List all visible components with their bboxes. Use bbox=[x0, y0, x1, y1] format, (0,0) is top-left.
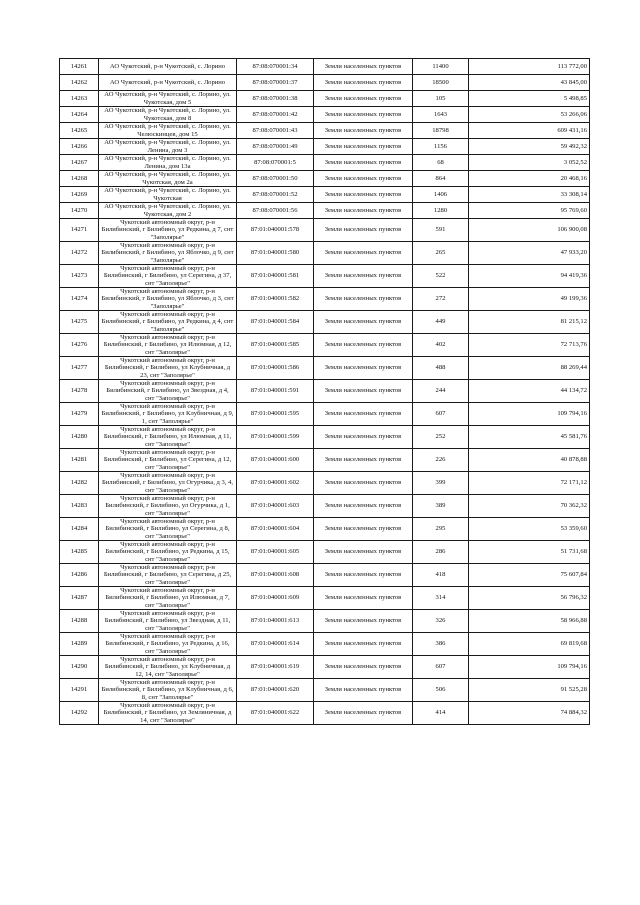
row-address: АО Чукотский, р-н Чукотский, с. Лорино, ул. Ленина, дом 3 bbox=[99, 139, 237, 155]
row-address: АО Чукотский, р-н Чукотский, с. Лорино, ул. Чукотская, дом 5 bbox=[99, 91, 237, 107]
row-cadastral-number: 87:01:040001:599 bbox=[237, 426, 314, 449]
table-row bbox=[60, 311, 590, 334]
row-cadastral-number: 87:08:070001:56 bbox=[237, 203, 314, 219]
row-cadastral-number: 87:08:070001:42 bbox=[237, 107, 314, 123]
table-row bbox=[60, 656, 590, 679]
row-number: 14278 bbox=[60, 380, 99, 403]
row-cadastral-number: 87:01:040001:603 bbox=[237, 495, 314, 518]
table-row bbox=[60, 265, 590, 288]
row-number: 14289 bbox=[60, 633, 99, 656]
row-cadastral-number: 87:01:040001:578 bbox=[237, 219, 314, 242]
row-cadastral-cost: 106 900,08 bbox=[469, 219, 590, 242]
row-cadastral-cost: 40 878,88 bbox=[469, 449, 590, 472]
row-number: 14277 bbox=[60, 357, 99, 380]
row-number: 14268 bbox=[60, 171, 99, 187]
row-area: 1280 bbox=[413, 203, 469, 219]
row-land-category: Земли населенных пунктов bbox=[314, 139, 413, 155]
row-cadastral-number: 87:01:040001:602 bbox=[237, 472, 314, 495]
row-area: 864 bbox=[413, 171, 469, 187]
row-address: Чукотский автономный округ, р-н Билибинский, г Билибино, ул Звездная, д 4, снт "Заполярье" bbox=[99, 380, 237, 403]
row-area: 1643 bbox=[413, 107, 469, 123]
row-address: Чукотский автономный округ, р-н Билибинский, г Билибино, ул Серегина, д 37, снт "Заполярье" bbox=[99, 265, 237, 288]
row-land-category: Земли населенных пунктов bbox=[314, 311, 413, 334]
row-cadastral-cost: 72 713,76 bbox=[469, 334, 590, 357]
row-cadastral-cost: 44 134,72 bbox=[469, 380, 590, 403]
row-number: 14270 bbox=[60, 203, 99, 219]
table-row bbox=[60, 426, 590, 449]
table-row bbox=[60, 91, 590, 107]
row-land-category: Земли населенных пунктов bbox=[314, 171, 413, 187]
row-land-category: Земли населенных пунктов bbox=[314, 59, 413, 75]
table-row bbox=[60, 541, 590, 564]
row-area: 286 bbox=[413, 541, 469, 564]
row-cadastral-number: 87:08:070001:49 bbox=[237, 139, 314, 155]
row-area: 522 bbox=[413, 265, 469, 288]
row-cadastral-number: 87:01:040001:591 bbox=[237, 380, 314, 403]
row-land-category: Земли населенных пунктов bbox=[314, 610, 413, 633]
table-row bbox=[60, 380, 590, 403]
row-cadastral-cost: 75 607,84 bbox=[469, 564, 590, 587]
row-area: 105 bbox=[413, 91, 469, 107]
row-address: АО Чукотский, р-н Чукотский, с. Лорино bbox=[99, 75, 237, 91]
row-land-category: Земли населенных пунктов bbox=[314, 587, 413, 610]
row-cadastral-cost: 59 492,32 bbox=[469, 139, 590, 155]
row-land-category: Земли населенных пунктов bbox=[314, 334, 413, 357]
row-area: 295 bbox=[413, 518, 469, 541]
row-number: 14291 bbox=[60, 679, 99, 702]
row-cadastral-number: 87:08:070001:34 bbox=[237, 59, 314, 75]
row-area: 402 bbox=[413, 334, 469, 357]
row-cadastral-cost: 109 794,16 bbox=[469, 403, 590, 426]
row-cadastral-cost: 51 731,68 bbox=[469, 541, 590, 564]
row-address: Чукотский автономный округ, р-н Билибинский, г Билибино, ул Серегина, д 12, снт "Заполярье" bbox=[99, 449, 237, 472]
row-land-category: Земли населенных пунктов bbox=[314, 155, 413, 171]
row-land-category: Земли населенных пунктов bbox=[314, 242, 413, 265]
row-land-category: Земли населенных пунктов bbox=[314, 265, 413, 288]
row-land-category: Земли населенных пунктов bbox=[314, 219, 413, 242]
row-land-category: Земли населенных пунктов bbox=[314, 495, 413, 518]
row-address: АО Чукотский, р-н Чукотский, с. Лорино bbox=[99, 59, 237, 75]
row-number: 14290 bbox=[60, 656, 99, 679]
row-number: 14288 bbox=[60, 610, 99, 633]
table-row bbox=[60, 288, 590, 311]
row-number: 14269 bbox=[60, 187, 99, 203]
row-land-category: Земли населенных пунктов bbox=[314, 107, 413, 123]
row-cadastral-cost: 94 419,36 bbox=[469, 265, 590, 288]
table-row bbox=[60, 203, 590, 219]
row-cadastral-number: 87:08:070001:50 bbox=[237, 171, 314, 187]
row-land-category: Земли населенных пунктов bbox=[314, 203, 413, 219]
row-cadastral-cost: 3 052,52 bbox=[469, 155, 590, 171]
row-number: 14261 bbox=[60, 59, 99, 75]
row-area: 1406 bbox=[413, 187, 469, 203]
row-address: Чукотский автономный округ, р-н Билибинский, г Билибино, ул Илюмная, д 7, снт "Заполярье" bbox=[99, 587, 237, 610]
row-land-category: Земли населенных пунктов bbox=[314, 702, 413, 725]
row-cadastral-cost: 58 966,88 bbox=[469, 610, 590, 633]
row-cadastral-cost: 72 171,12 bbox=[469, 472, 590, 495]
row-address: АО Чукотский, р-н Чукотский, с. Лорино, ул. Чукотская, дом 8 bbox=[99, 107, 237, 123]
row-number: 14274 bbox=[60, 288, 99, 311]
row-cadastral-number: 87:01:040001:584 bbox=[237, 311, 314, 334]
row-area: 386 bbox=[413, 633, 469, 656]
table-row bbox=[60, 679, 590, 702]
row-area: 607 bbox=[413, 656, 469, 679]
row-number: 14266 bbox=[60, 139, 99, 155]
row-land-category: Земли населенных пунктов bbox=[314, 75, 413, 91]
row-address: АО Чукотский, р-н Чукотский, с. Лорино, ул. Чукотская bbox=[99, 187, 237, 203]
table-row bbox=[60, 357, 590, 380]
row-address: Чукотский автономный округ, р-н Билибинский, г Билибино, ул Клубничная, д 23, снт "Заполярье" bbox=[99, 357, 237, 380]
row-address: АО Чукотский, р-н Чукотский, с. Лорино, ул. Челюскинцев, дом 15 bbox=[99, 123, 237, 139]
row-area: 244 bbox=[413, 380, 469, 403]
row-number: 14282 bbox=[60, 472, 99, 495]
table-row bbox=[60, 187, 590, 203]
row-cadastral-number: 87:01:040001:585 bbox=[237, 334, 314, 357]
row-cadastral-cost: 45 581,76 bbox=[469, 426, 590, 449]
row-cadastral-number: 87:01:040001:608 bbox=[237, 564, 314, 587]
row-area: 314 bbox=[413, 587, 469, 610]
row-address: Чукотский автономный округ, р-н Билибинский, г Билибино, ул Илюмная, д 11, снт "Заполярье" bbox=[99, 426, 237, 449]
row-cadastral-number: 87:01:040001:605 bbox=[237, 541, 314, 564]
row-number: 14271 bbox=[60, 219, 99, 242]
row-address: Чукотский автономный округ, р-н Билибинский, г Билибино, ул Редкина, д 4, снт "Заполярье" bbox=[99, 311, 237, 334]
row-land-category: Земли населенных пунктов bbox=[314, 403, 413, 426]
row-cadastral-cost: 47 933,20 bbox=[469, 242, 590, 265]
table-row bbox=[60, 518, 590, 541]
row-number: 14285 bbox=[60, 541, 99, 564]
table-row bbox=[60, 123, 590, 139]
row-cadastral-cost: 81 215,12 bbox=[469, 311, 590, 334]
table-row bbox=[60, 139, 590, 155]
row-area: 1156 bbox=[413, 139, 469, 155]
table-row bbox=[60, 219, 590, 242]
row-area: 389 bbox=[413, 495, 469, 518]
row-cadastral-cost: 74 884,32 bbox=[469, 702, 590, 725]
row-cadastral-cost: 91 525,28 bbox=[469, 679, 590, 702]
row-land-category: Земли населенных пунктов bbox=[314, 564, 413, 587]
row-cadastral-number: 87:01:040001:604 bbox=[237, 518, 314, 541]
row-address: Чукотский автономный округ, р-н Билибинский, г Билибино, ул Клубничная, д 9, 1, снт "Заполярье" bbox=[99, 403, 237, 426]
table-row bbox=[60, 449, 590, 472]
row-address: АО Чукотский, р-н Чукотский, с. Лорино, ул. Чукотская, дом 2а bbox=[99, 171, 237, 187]
row-cadastral-number: 87:08:070001:37 bbox=[237, 75, 314, 91]
row-cadastral-number: 87:01:040001:620 bbox=[237, 679, 314, 702]
table-row bbox=[60, 633, 590, 656]
row-cadastral-number: 87:01:040001:613 bbox=[237, 610, 314, 633]
table-row bbox=[60, 403, 590, 426]
row-number: 14279 bbox=[60, 403, 99, 426]
row-land-category: Земли населенных пунктов bbox=[314, 123, 413, 139]
row-cadastral-number: 87:01:040001:622 bbox=[237, 702, 314, 725]
row-land-category: Земли населенных пунктов bbox=[314, 357, 413, 380]
row-land-category: Земли населенных пунктов bbox=[314, 472, 413, 495]
row-cadastral-number: 87:01:040001:600 bbox=[237, 449, 314, 472]
row-number: 14280 bbox=[60, 426, 99, 449]
row-land-category: Земли населенных пунктов bbox=[314, 426, 413, 449]
row-address: Чукотский автономный округ, р-н Билибинский, г Билибино, ул Клубничная, д 6, 8, снт "Заполярье" bbox=[99, 679, 237, 702]
row-area: 265 bbox=[413, 242, 469, 265]
row-area: 272 bbox=[413, 288, 469, 311]
row-address: Чукотский автономный округ, р-н Билибинский, г Билибино, ул Редкина, д 16, снт "Заполярье" bbox=[99, 633, 237, 656]
row-cadastral-cost: 53 266,06 bbox=[469, 107, 590, 123]
row-number: 14273 bbox=[60, 265, 99, 288]
row-cadastral-cost: 5 498,85 bbox=[469, 91, 590, 107]
row-land-category: Земли населенных пунктов bbox=[314, 541, 413, 564]
row-address: АО Чукотский, р-н Чукотский, с. Лорино, ул. Чукотская, дом 2 bbox=[99, 203, 237, 219]
row-cadastral-number: 87:08:070001:43 bbox=[237, 123, 314, 139]
row-cadastral-cost: 95 769,60 bbox=[469, 203, 590, 219]
row-area: 506 bbox=[413, 679, 469, 702]
row-address: Чукотский автономный округ, р-н Билибинский, г Билибино, ул Яблочко, д 9, снт "Заполярье" bbox=[99, 242, 237, 265]
row-number: 14263 bbox=[60, 91, 99, 107]
row-number: 14276 bbox=[60, 334, 99, 357]
row-area: 488 bbox=[413, 357, 469, 380]
row-address: АО Чукотский, р-н Чукотский, с. Лорино, ул. Ленина, дом 13а bbox=[99, 155, 237, 171]
table-row bbox=[60, 107, 590, 123]
row-cadastral-cost: 69 819,68 bbox=[469, 633, 590, 656]
row-area: 607 bbox=[413, 403, 469, 426]
row-number: 14286 bbox=[60, 564, 99, 587]
row-cadastral-cost: 33 308,14 bbox=[469, 187, 590, 203]
row-number: 14275 bbox=[60, 311, 99, 334]
row-cadastral-number: 87:08:070001:5 bbox=[237, 155, 314, 171]
row-cadastral-number: 87:01:040001:614 bbox=[237, 633, 314, 656]
row-cadastral-number: 87:01:040001:580 bbox=[237, 242, 314, 265]
table-row bbox=[60, 610, 590, 633]
table-row bbox=[60, 75, 590, 91]
table-row bbox=[60, 702, 590, 725]
row-address: Чукотский автономный округ, р-н Билибинский, г Билибино, ул Звездная, д 11, снт "Заполярье" bbox=[99, 610, 237, 633]
row-address: Чукотский автономный округ, р-н Билибинский, г Билибино, ул Серегина, д 25, снт "Заполярье" bbox=[99, 564, 237, 587]
table-row bbox=[60, 564, 590, 587]
table-row bbox=[60, 587, 590, 610]
row-area: 326 bbox=[413, 610, 469, 633]
row-cadastral-number: 87:08:070001:38 bbox=[237, 91, 314, 107]
row-number: 14284 bbox=[60, 518, 99, 541]
row-land-category: Земли населенных пунктов bbox=[314, 679, 413, 702]
row-number: 14264 bbox=[60, 107, 99, 123]
table-row bbox=[60, 472, 590, 495]
table-row bbox=[60, 171, 590, 187]
table-row bbox=[60, 59, 590, 75]
row-land-category: Земли населенных пунктов bbox=[314, 187, 413, 203]
row-land-category: Земли населенных пунктов bbox=[314, 633, 413, 656]
row-address: Чукотский автономный округ, р-н Билибинский, г Билибино, ул Редкина, д 15, снт "Заполярье" bbox=[99, 541, 237, 564]
row-number: 14287 bbox=[60, 587, 99, 610]
table-row bbox=[60, 334, 590, 357]
row-area: 399 bbox=[413, 472, 469, 495]
row-area: 18500 bbox=[413, 75, 469, 91]
row-land-category: Земли населенных пунктов bbox=[314, 518, 413, 541]
row-number: 14262 bbox=[60, 75, 99, 91]
row-address: Чукотский автономный округ, р-н Билибинский, г Билибино, ул Серегина, д 8, снт "Заполярье" bbox=[99, 518, 237, 541]
row-address: Чукотский автономный округ, р-н Билибинский, г Билибино, ул Земляничная, д 14, снт "Заполярье" bbox=[99, 702, 237, 725]
table-row bbox=[60, 495, 590, 518]
row-cadastral-number: 87:01:040001:581 bbox=[237, 265, 314, 288]
row-cadastral-cost: 109 794,16 bbox=[469, 656, 590, 679]
land-register-table bbox=[59, 58, 590, 725]
row-cadastral-cost: 53 359,60 bbox=[469, 518, 590, 541]
row-area: 418 bbox=[413, 564, 469, 587]
row-cadastral-cost: 20 468,16 bbox=[469, 171, 590, 187]
row-cadastral-number: 87:01:040001:619 bbox=[237, 656, 314, 679]
row-address: Чукотский автономный округ, р-н Билибинский, г Билибино, ул Илюмная, д 12, снт "Заполярье" bbox=[99, 334, 237, 357]
row-area: 68 bbox=[413, 155, 469, 171]
row-cadastral-number: 87:01:040001:582 bbox=[237, 288, 314, 311]
row-address: Чукотский автономный округ, р-н Билибинский, г Билибино, ул Огурчика, д 1, снт "Заполярье" bbox=[99, 495, 237, 518]
row-number: 14281 bbox=[60, 449, 99, 472]
row-address: Чукотский автономный округ, р-н Билибинский, г Билибино, ул Клубничная, д 12, 14, снт "Заполярье" bbox=[99, 656, 237, 679]
table-body bbox=[60, 59, 590, 725]
row-number: 14272 bbox=[60, 242, 99, 265]
row-number: 14283 bbox=[60, 495, 99, 518]
row-area: 226 bbox=[413, 449, 469, 472]
row-cadastral-cost: 43 845,00 bbox=[469, 75, 590, 91]
table-row bbox=[60, 242, 590, 265]
row-area: 414 bbox=[413, 702, 469, 725]
row-area: 449 bbox=[413, 311, 469, 334]
row-area: 11400 bbox=[413, 59, 469, 75]
row-cadastral-cost: 49 199,36 bbox=[469, 288, 590, 311]
row-area: 252 bbox=[413, 426, 469, 449]
row-cadastral-cost: 70 362,32 bbox=[469, 495, 590, 518]
row-address: Чукотский автономный округ, р-н Билибинский, г Билибино, ул Огурчика, д 3, 4, снт "Заполярье" bbox=[99, 472, 237, 495]
row-cadastral-cost: 56 796,32 bbox=[469, 587, 590, 610]
row-cadastral-number: 87:01:040001:586 bbox=[237, 357, 314, 380]
row-land-category: Земли населенных пунктов bbox=[314, 288, 413, 311]
row-number: 14292 bbox=[60, 702, 99, 725]
row-land-category: Земли населенных пунктов bbox=[314, 380, 413, 403]
row-address: Чукотский автономный округ, р-н Билибинский, г Билибино, ул Редкина, д 7, снт "Заполярье" bbox=[99, 219, 237, 242]
row-cadastral-cost: 113 772,00 bbox=[469, 59, 590, 75]
row-area: 591 bbox=[413, 219, 469, 242]
row-cadastral-number: 87:08:070001:52 bbox=[237, 187, 314, 203]
row-land-category: Земли населенных пунктов bbox=[314, 91, 413, 107]
row-cadastral-cost: 88 269,44 bbox=[469, 357, 590, 380]
row-land-category: Земли населенных пунктов bbox=[314, 449, 413, 472]
row-number: 14265 bbox=[60, 123, 99, 139]
row-number: 14267 bbox=[60, 155, 99, 171]
row-cadastral-number: 87:01:040001:609 bbox=[237, 587, 314, 610]
row-cadastral-number: 87:01:040001:595 bbox=[237, 403, 314, 426]
row-address: Чукотский автономный округ, р-н Билибинский, г Билибино, ул Яблочко, д 3, снт "Заполярье" bbox=[99, 288, 237, 311]
row-area: 18798 bbox=[413, 123, 469, 139]
table-row bbox=[60, 155, 590, 171]
row-cadastral-cost: 609 431,16 bbox=[469, 123, 590, 139]
row-land-category: Земли населенных пунктов bbox=[314, 656, 413, 679]
